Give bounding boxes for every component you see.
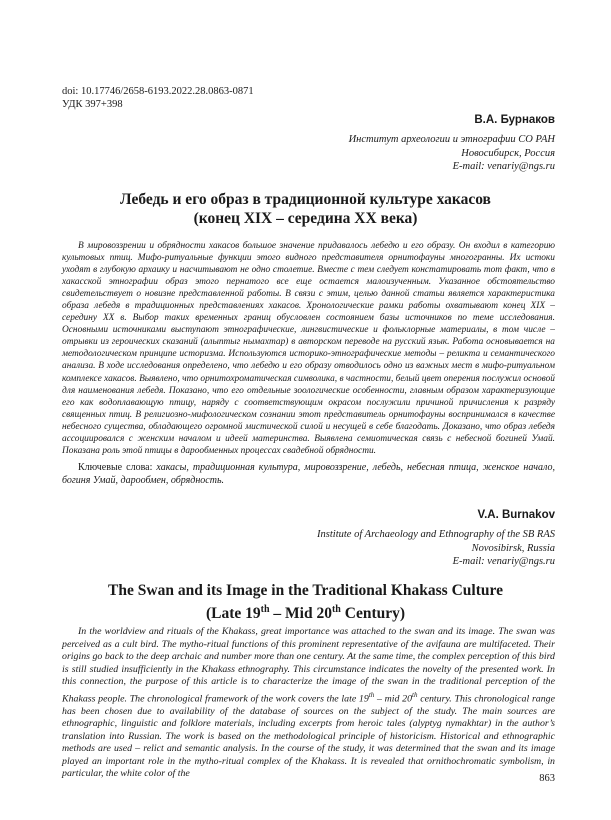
- abstract-text: [62, 626, 555, 781]
- affiliation-line: Novosibirsk, Russia: [471, 542, 555, 554]
- abstract-part: In the worldview and rituals of the Khakass, great importance was attached to the swan and its image. The swan was perceived as a cult bird. The mytho-ritual functions of this prominent representative of the avifauna are multifaceted. Their origins go back to the deep archaic and number more than one century. At the same time, the complex perception of this bird is still studied insufficiently in the Khakass ethnography. This circumstance indicates the novelty of the presented work. In this connection, the purpose of this article is to characterize the image of the swan in the traditional perception of the Khakass people. The chronological framework of the work covers the late 19: [62, 626, 555, 705]
- abstract-sup: th: [368, 690, 375, 699]
- title-en: [40, 581, 571, 623]
- author-en: V.A. Burnakov: [477, 509, 555, 521]
- page-number: 863: [539, 773, 555, 784]
- title-line: Лебедь и его образ в традиционной культуре хакасов: [120, 191, 491, 208]
- keywords-ru: [62, 462, 555, 487]
- affiliation-line: Новосибирск, Россия: [461, 147, 555, 159]
- affiliation-en: [317, 528, 555, 569]
- abstract-part: – mid 20: [374, 693, 413, 705]
- title-sup: th: [331, 604, 341, 615]
- title-ru: [40, 190, 571, 228]
- keywords-list: хакасы, традиционная культура, мировоззрение, лебедь, небесная птица, женское начало, богиня Умай, дарообмен, обрядность.: [62, 462, 555, 486]
- affiliation-line: Institute of Archaeology and Ethnography of the SB RAS: [317, 529, 555, 540]
- title-line: [40, 600, 571, 623]
- title-part: – Mid 20: [269, 605, 332, 623]
- doi: doi: 10.17746/2658-6193.2022.28.0863-0871: [62, 86, 254, 97]
- abstract-text: В мировоззрении и обрядности хакасов большое значение придавалось лебедю и его образу. Он входил в категорию культовых птиц. Мифо-ритуальные функции этого видного представителя орнитофауны многогранны. Их истоки уходят в глубокую архаику и насчитывают не одно столетие. Вместе с тем следует констатировать тот факт, что в хакасской этнографии образ этого пернатого все еще остается малоизученным. Указанное обстоятельство свидетельствует о новизне представленной работы. В связи с этим, целью данной статьи является характеристика образа лебедя в традиционных представлениях хакасов. Хронологические рамки работы охватывают конец XIX – середину XX в. Выбор таких временных границ обусловлен состоянием базы источников по теме исследования. Основными источниками выступают этнографические, лингвистические и фольклорные материалы, в том числе – отрывки из героических сказаний (алыптыг нымахтар) в авторском переводе на русский язык. Работа основывается на методологическом принципе историзма. Используются историко-этнографические методы – реликта и семантического анализа. В ходе исследования определено, что лебедю и его образу отводилось одно из важных мест в мифо-ритуальном комплексе хакасов. Выявлено, что орнитохроматическая символика, в частности, белый цвет оперения послужил основой для наименования лебедя. Показано, что его отдельные зоологические особенности, главным образом характеризующие его как водоплавающую птицу, наряду с соответствующим окрасом послужили причиной причисления к разряду священных птиц. В религиозно-мифологическом сознании этот представитель орнитофауны воспринимался в качестве небесного существа, обладающего огромной мистической силой и несущей в себе благодать. Доказано, что образ лебедя ассоциировался с женским началом и идеей материнства. Выявлена семиотическая связь с небесной богиней Умай. Показана роль этой птицы в дарообменных процессах свадебной обрядности.: [62, 241, 555, 456]
- keywords-label: Ключевые слова:: [78, 462, 153, 473]
- affiliation-line: E-mail: venariy@ngs.ru: [452, 556, 555, 567]
- author-ru: В.А. Бурнаков: [474, 114, 555, 126]
- title-part: Century): [340, 605, 406, 623]
- affiliation-line: Институт археологии и этнографии СО РАН: [348, 134, 555, 145]
- affiliation-line: E-mail: venariy@ngs.ru: [452, 161, 555, 172]
- abstract-part: century. This chronological range has been chosen due to availability of the database of sources on the subject of the study. The main sources are ethnographic, linguistic and folklore materials, including excerpts from heroic tales (alyptyg nymakhtar) in the author’s translation into Russian. The work is based on the methodological principle of historicism. Historical and ethnographic methods are used – relict and semantic analysis. In the course of the study, it was determined that the swan and its image played an important role in the mytho-ritual complex of the Khakass. It is revealed that ornithochromatic symbolism, in particular, the white color of the: [62, 693, 555, 780]
- abstract-ru: [62, 240, 555, 457]
- affiliation-ru: [349, 133, 555, 174]
- abstract-sup: th: [412, 690, 418, 699]
- title-part: (Late 19: [205, 605, 261, 623]
- udk: УДК 397+398: [62, 99, 123, 110]
- title-line: (конец XIX – середина XX века): [193, 210, 418, 227]
- title-line: The Swan and its Image in the Traditional Khakass Culture: [108, 582, 503, 599]
- title-sup: th: [260, 604, 270, 615]
- abstract-en: [62, 626, 555, 781]
